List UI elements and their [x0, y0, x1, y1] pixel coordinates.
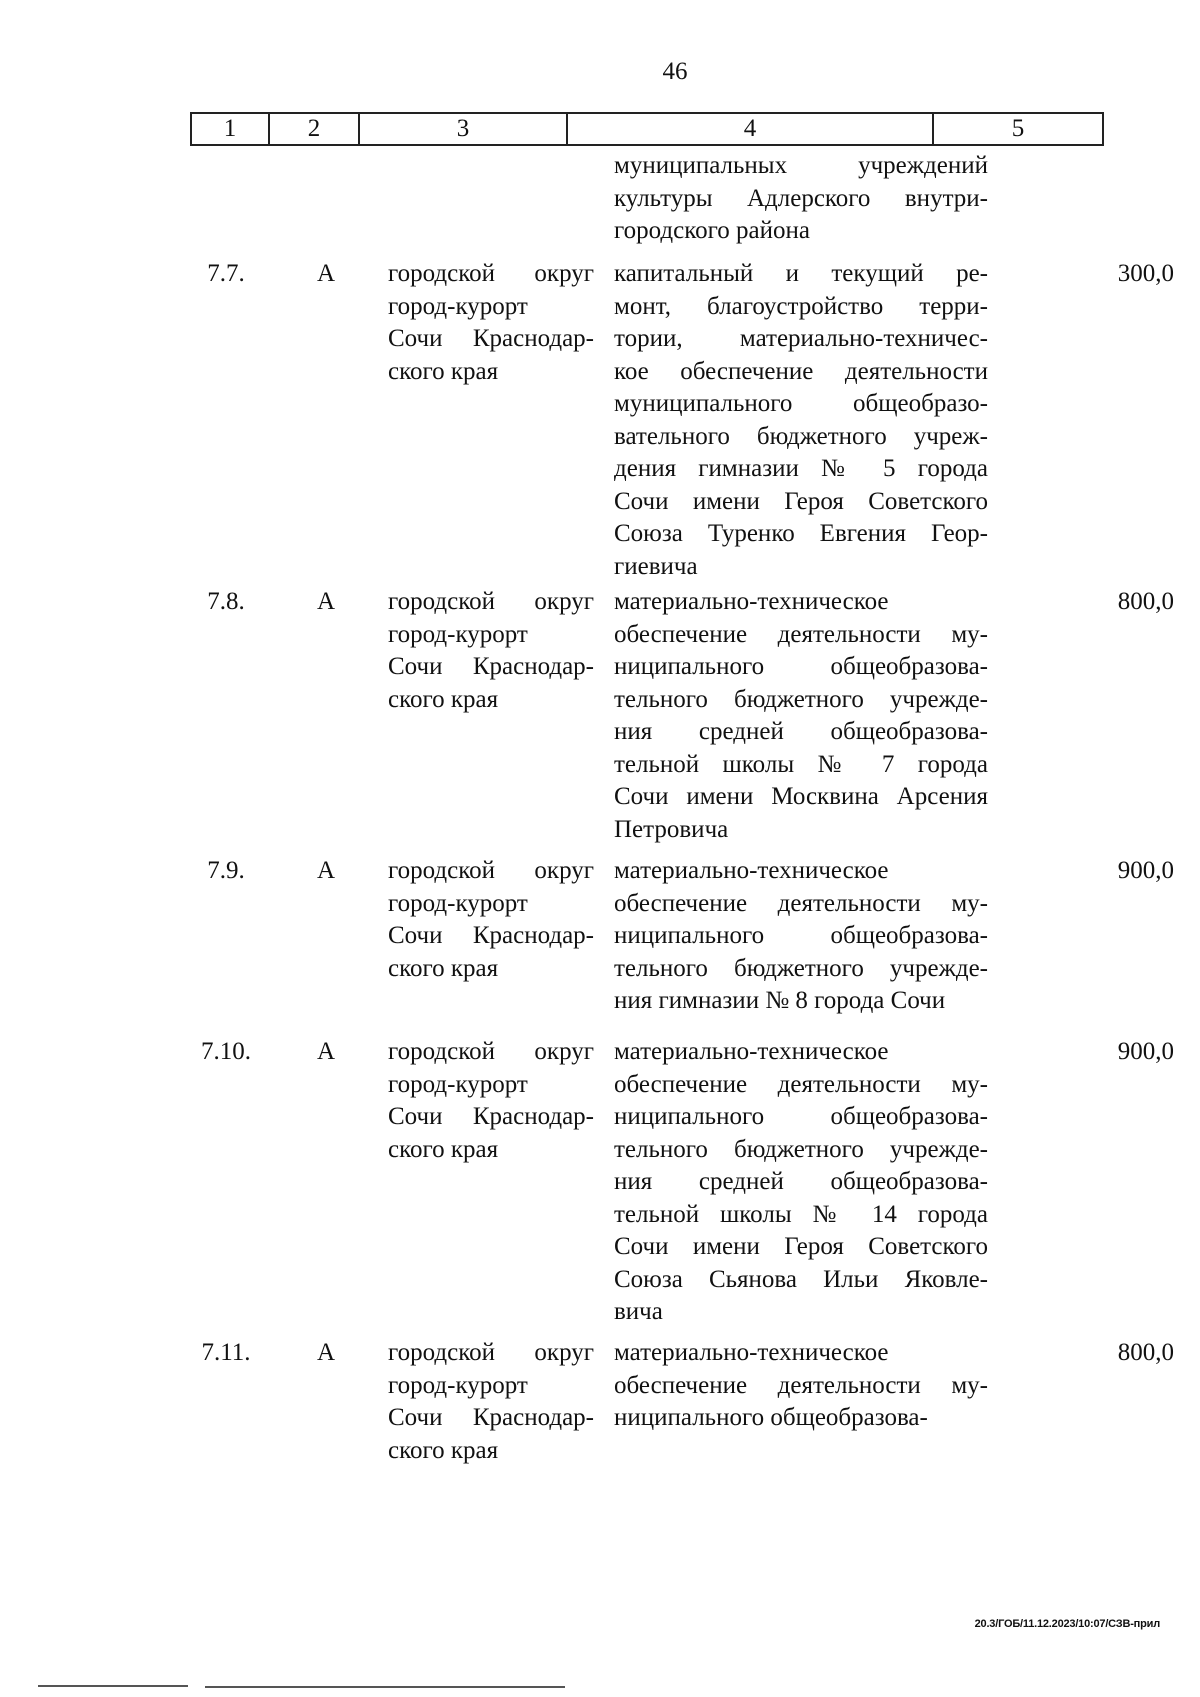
description-line: ния средней общеобразова-	[614, 1168, 988, 1195]
continuation-description	[614, 150, 988, 248]
description-line: обеспечение деятельности му-	[614, 889, 988, 917]
row-number: 7.8.	[207, 588, 245, 615]
description-line: ниципального общеобразова-	[614, 653, 988, 680]
row-number: 7.11.	[201, 1339, 251, 1366]
row-number: 7.9.	[207, 857, 245, 884]
row-category: А	[316, 1339, 336, 1366]
row-description	[614, 1036, 988, 1329]
description-line: капитальный и текущий ре-	[614, 260, 988, 287]
row-description	[614, 586, 988, 846]
description-line: тельной школы № 14 города	[614, 1200, 988, 1228]
description-line: Сочи имени Героя Советского	[614, 487, 988, 515]
description-line: Сочи имени Героя Советского	[614, 1233, 988, 1260]
description-line: тельной школы № 7 города	[614, 750, 988, 778]
territory-line: Сочи Краснодар-	[388, 1404, 594, 1431]
description-line: Союза Туренко Евгения Геор-	[614, 520, 988, 547]
row-description	[614, 1337, 988, 1435]
table-header	[190, 112, 1104, 146]
row-territory	[388, 1337, 594, 1467]
territory-line: городской округ	[388, 260, 594, 287]
description-line: Союза Сьянова Ильи Яковле-	[614, 1265, 988, 1293]
row-category: А	[316, 260, 336, 287]
description-line: тельного бюджетного учрежде-	[614, 1135, 988, 1163]
description-line: вательного бюджетного учреж-	[614, 422, 988, 450]
description-line: кое обеспечение деятельности	[614, 357, 988, 385]
row-amount: 800,0	[1117, 588, 1174, 615]
territory-line: город-курорт	[388, 1371, 528, 1399]
row-amount: 900,0	[1117, 857, 1174, 884]
territory-line: город-курорт	[388, 620, 528, 648]
territory-line: городской округ	[388, 857, 594, 884]
row-category: А	[316, 588, 336, 615]
territory-line: Сочи Краснодар-	[388, 922, 594, 949]
page-number: 46	[662, 58, 688, 85]
territory-line: город-курорт	[388, 1070, 528, 1098]
row-description	[614, 258, 988, 583]
territory-line: городской округ	[388, 1339, 594, 1366]
territory-line: городской округ	[388, 588, 594, 615]
description-line: материально-техническое	[614, 857, 889, 884]
territory-line: Сочи Краснодар-	[388, 325, 594, 352]
description-line: материально-техническое	[614, 1339, 889, 1366]
header-col-2: 2	[269, 113, 359, 145]
description-line: ниципального общеобразова-	[614, 1103, 988, 1130]
territory-line: город-курорт	[388, 889, 528, 917]
territory-line: ского края	[388, 685, 499, 713]
row-territory	[388, 586, 594, 716]
description-line: материально-техническое	[614, 1038, 889, 1065]
description-line: обеспечение деятельности му-	[614, 1070, 988, 1098]
description-line: Петровича	[614, 815, 729, 843]
row-category: А	[316, 857, 336, 884]
territory-line: Сочи Краснодар-	[388, 653, 594, 680]
header-col-3: 3	[359, 113, 567, 145]
header-col-5: 5	[933, 113, 1103, 145]
row-number: 7.7.	[207, 260, 245, 287]
row-number: 7.10.	[201, 1038, 251, 1065]
row-territory	[388, 855, 594, 985]
header-col-4: 4	[567, 113, 933, 145]
scan-edge-mark	[205, 1686, 565, 1688]
description-line: ниципального общеобразова-	[614, 1404, 928, 1431]
description-line: дения гимназии № 5 города	[614, 455, 988, 482]
header-col-1: 1	[191, 113, 269, 145]
row-amount: 900,0	[1117, 1038, 1174, 1065]
row-territory	[388, 1036, 594, 1166]
territory-line: ского края	[388, 357, 499, 385]
description-line: обеспечение деятельности му-	[614, 620, 988, 648]
territory-line: городской округ	[388, 1038, 594, 1065]
territory-line: Сочи Краснодар-	[388, 1103, 594, 1130]
description-line: монт, благоустройство терри-	[614, 292, 988, 320]
description-line: Сочи имени Москвина Арсения	[614, 783, 988, 810]
description-line: вича	[614, 1298, 663, 1325]
row-amount: 800,0	[1117, 1339, 1174, 1366]
description-line: ниципального общеобразова-	[614, 922, 988, 949]
description-line: муниципального общеобразо-	[614, 390, 988, 417]
description-line: городского района	[614, 217, 810, 244]
row-category: А	[316, 1038, 336, 1065]
document-code: 20.3/ГОБ/11.12.2023/10:07/СЗВ-прил	[974, 1618, 1160, 1630]
territory-line: ского края	[388, 1135, 499, 1163]
description-line: ния гимназии № 8 города Сочи	[614, 987, 946, 1014]
description-line: тельного бюджетного учрежде-	[614, 685, 988, 713]
row-amount: 300,0	[1117, 260, 1174, 287]
territory-line: ского края	[388, 954, 499, 982]
description-line: муниципальных учреждений	[614, 152, 988, 179]
row-description	[614, 855, 988, 1018]
description-line: материально-техническое	[614, 588, 889, 615]
description-line: ния средней общеобразова-	[614, 718, 988, 745]
row-territory	[388, 258, 594, 388]
scan-edge-mark	[38, 1685, 188, 1687]
territory-line: город-курорт	[388, 292, 528, 320]
description-line: обеспечение деятельности му-	[614, 1371, 988, 1399]
territory-line: ского края	[388, 1436, 499, 1464]
description-line: тельного бюджетного учрежде-	[614, 954, 988, 982]
description-line: тории, материально-техничес-	[614, 325, 988, 352]
description-line: гиевича	[614, 552, 698, 580]
description-line: культуры Адлерского внутри-	[614, 184, 988, 212]
